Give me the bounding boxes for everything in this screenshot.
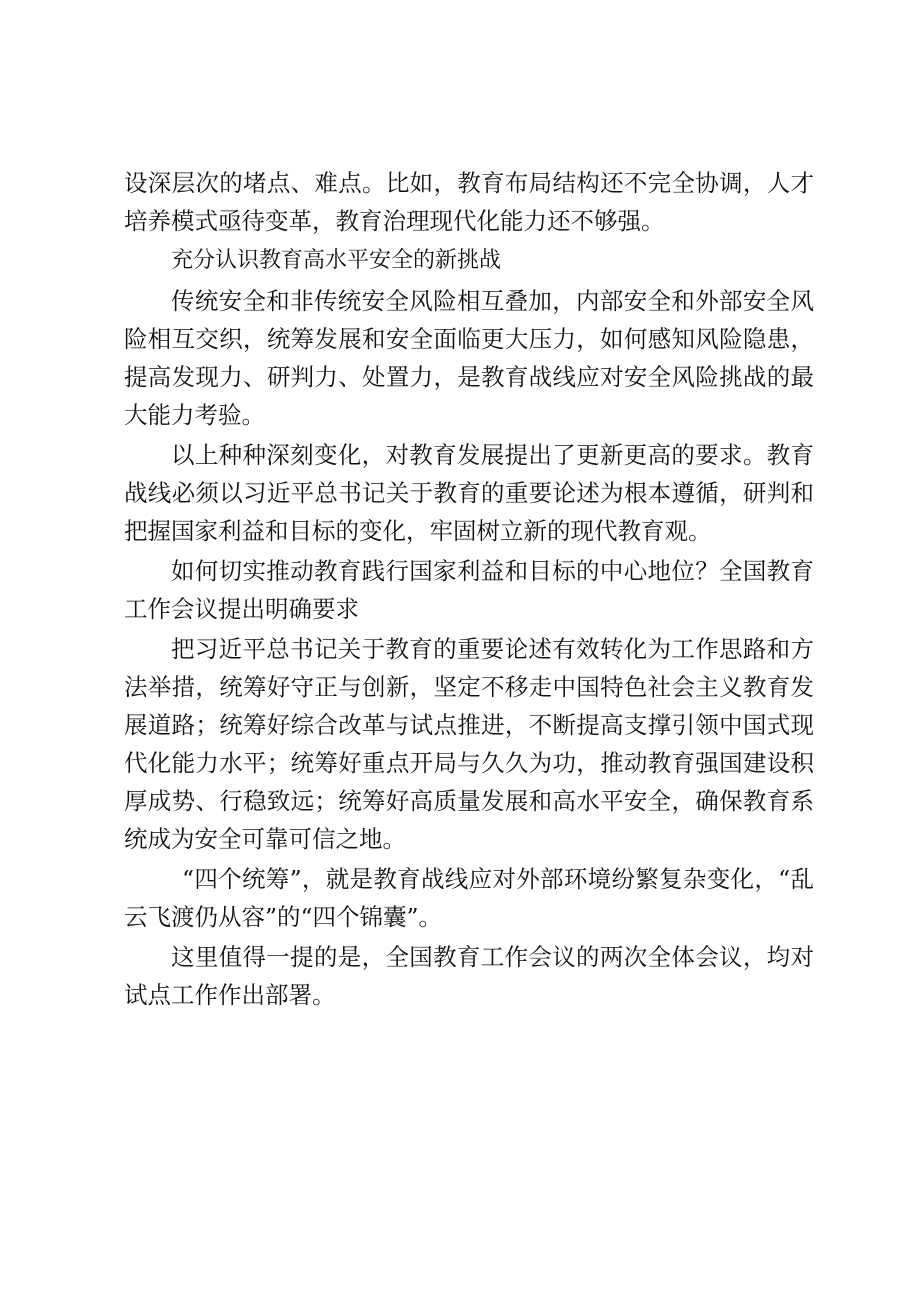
- paragraph-four-tips: “四个统筹”，就是教育战线应对外部环境纷繁复杂变化，“乱云飞渡仍从容”的“四个锦囊”。: [124, 865, 814, 931]
- paragraph-continuation: 设深层次的堵点、难点。比如，教育布局结构还不完全协调，人才培养模式亟待变革，教育治理现代化能力还不够强。: [124, 169, 814, 235]
- paragraph-question: 如何切实推动教育践行国家利益和目标的中心地位？全国教育工作会议提出明确要求: [124, 557, 814, 623]
- paragraph-four-coordinations: 把习近平总书记关于教育的重要论述有效转化为工作思路和方法举措，统筹好守正与创新，坚定不移走中国特色社会主义教育发展道路；统筹好综合改革与试点推进，不断提高支撑引领中国式现代化能力水平；统筹好重点开局与久久为功，推动教育强国建设积厚成势、行稳致远；统筹好高质量发展和高水平安全，确保教育系统成为安全可靠可信之地。: [124, 635, 814, 853]
- document-body: [124, 164, 814, 1014]
- paragraph-security-risks: 传统安全和非传统安全风险相互叠加，内部安全和外部安全风险相互交织，统筹发展和安全面临更大压力，如何感知风险隐患，提高发现力、研判力、处置力，是教育战线应对安全风险挑战的最大能力考验。: [124, 287, 814, 429]
- paragraph-pilot-work: 这里值得一提的是，全国教育工作会议的两次全体会议，均对试点工作作出部署。: [124, 943, 814, 1009]
- section-heading: 充分认识教育高水平安全的新挑战: [171, 248, 502, 273]
- paragraph-new-requirements: 以上种种深刻变化，对教育发展提出了更新更高的要求。教育战线必须以习近平总书记关于教育的重要论述为根本遵循，研判和把握国家利益和目标的变化，牢固树立新的现代教育观。: [124, 441, 814, 545]
